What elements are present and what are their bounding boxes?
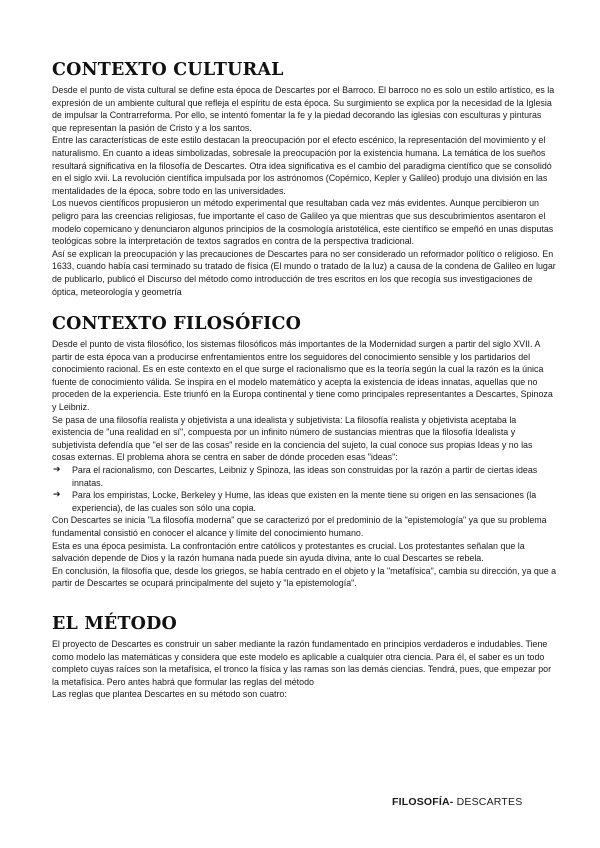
section-title: EL MÉTODO	[52, 613, 177, 634]
paragraph: En conclusión, la filosofía que, desde los griegos, se había centrado en el objeto y la "metafísica", cambia su dirección, ya que a partir de Descartes se ocupará principalmente del sujeto y "la epistemología".	[52, 565, 557, 589]
paragraph: Entre las características de este estilo destacan la preocupación por el efecto escénico, la representación del movimiento y el naturalismo. En cuanto a ideas simbolizadas, sobresale la preocupación por la existencia humana. La temática de los sueños resultará significativa en la filosofía de Descartes. Otra idea significativa es el cambio del paradigma científico que se consolidó en el siglo xvii. La revolución científica impulsada por los astrónomos (Copérnico, Kepler y Galileo) produjo una división en las mentalidades de la época, sobre todo en las universidades.	[52, 135, 552, 196]
paragraph: Los nuevos científicos propusieron un método experimental que resultaban cada vez más evidentes. Aunque percibieron un peligro para las creencias religiosas, fue importante el caso de Galileo ya que mientras que sus descubrimientos asentaron el modelo copernicano y denunciaron algunos principios de la cosmología aristotélica, este científico se empeñó en unas disputas teológicas sobre la interpretación de textos sagrados en contra de la perspectiva tradicional.	[52, 198, 554, 247]
arrow-right-icon: ➔	[53, 490, 61, 501]
section-contexto-cultural	[52, 60, 558, 298]
bullet-list	[52, 464, 558, 514]
footer-subject: FILOSOFÍA-	[392, 796, 454, 808]
list-item	[52, 489, 558, 514]
section-contexto-filosofico	[52, 314, 558, 590]
paragraph: Esta es una época pesimista. La confrontación entre católicos y protestantes es crucial. Los protestantes señalan que la salvación depende de Dios y la razón humana nada puede sin ayuda divina, ante lo cual Descartes se rebela.	[52, 540, 525, 564]
list-item	[52, 464, 558, 489]
paragraph: Desde el punto de vista filosófico, los sistemas filosóficos más importantes de la Modernidad surgen a partir del siglo XVII. A partir de esta época van a producirse enfrentamientos entre los seguidores del conocimiento sensible y los partidarios del conocimiento racional. Es en este contexto en el que surge el racionalismo que es la teoría según la cual la razón es la única fuente de conocimiento válida. Se inspira en el modelo matemático y acepta la existencia de ideas innatas, aquellas que no proceden de la experiencia. Este triunfó en la Europa continental y tiene como principales representantes a Descartes, Spinoza y Leibniz.	[52, 339, 553, 413]
list-item-text: Para el racionalismo, con Descartes, Leibniz y Spinoza, las ideas son construidas por la razón a partir de ciertas ideas innatas.	[72, 465, 538, 488]
arrow-right-icon: ➔	[53, 465, 61, 476]
paragraph: Las reglas que plantea Descartes en su método son cuatro:	[52, 689, 287, 700]
document-page	[52, 60, 558, 701]
section-el-metodo	[52, 614, 558, 701]
section-title: CONTEXTO CULTURAL	[52, 60, 284, 80]
section-title: CONTEXTO FILOSÓFICO	[52, 314, 302, 335]
list-item-text: Para los empiristas, Locke, Berkeley y Hume, las ideas que existen en la mente tiene su origen en las sensaciones (la experiencia), de las cuales son sólo una copia.	[72, 490, 537, 513]
paragraph: Así se explican la preocupación y las precauciones de Descartes para no ser considerado un reformador político o religioso. En 1633, cuando había casi terminado su tratado de física (El mundo o tratado de la luz) a causa de la condena de Galileo en lugar de publicarlo, publicó el Discurso del método como introducción de tres escritos en los que recogía sus investigaciones de óptica, meteorología y geometría	[52, 248, 556, 297]
footer-author: DESCARTES	[453, 796, 523, 808]
page-footer	[392, 796, 522, 808]
paragraph: Con Descartes se inicia "La filosofía moderna" que se caracterizó por el predominio de la "epistemología" ya que su problema fundamental consistió en conocer el alcance y límite del conocimiento humano.	[52, 515, 547, 538]
paragraph: El proyecto de Descartes es construir un saber mediante la razón fundamentado en principios verdaderos e indudables. Tiene como modelo las matemáticas y considera que este modelo es aplicable a cualquier otra ciencia. Para él, el saber es un todo completo cuyas raíces son la metafísica, el tronco la física y las ramas son las demás ciencias. Tendrá, pues, que empezar por la metafísica. Pero antes habrá que formular las reglas del método	[52, 638, 552, 687]
paragraph: Desde el punto de vista cultural se define esta época de Descartes por el Barroco. El barroco no es solo un estilo artístico, es la expresión de un ambiente cultural que refleja el espíritu de esta época. Su surgimiento se explica por la necesidad de la Iglesia de impulsar la Contrarreforma. Por ello, se intentó fomentar la fe y la piedad decorando las iglesias con esculturas y pinturas que representan la pasión de Cristo y a los santos.	[52, 85, 555, 133]
paragraph: Se pasa de una filosofía realista y objetivista a una idealista y subjetivista: La filosofía realista y objetivista aceptaba la existencia de "una realidad en sí", compuesta por un infinito número de sustancias mientras que la filosofía Idealista y subjetivista defendía que "el ser de las cosas" reside en la conciencia del sujeto, la cual conoce sus propias Ideas y no las cosas externas. El problema ahora se centra en saber de dónde proceden esas "ideas":	[52, 414, 533, 463]
